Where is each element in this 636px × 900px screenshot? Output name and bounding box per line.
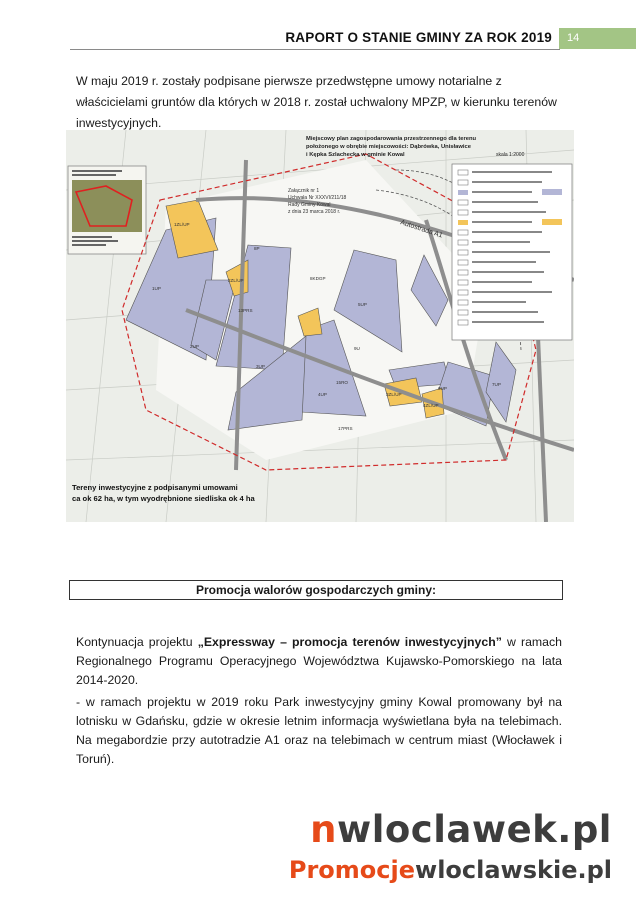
zone-label: 17PRS: [338, 426, 353, 431]
zone-label: 6UP: [438, 386, 447, 391]
zone-label: 4ZL/UP: [423, 403, 439, 408]
zone-label: 8KDGP: [310, 276, 326, 281]
zone-label: 3ZL/UP: [386, 392, 402, 397]
zone-label: 8P: [254, 246, 260, 251]
promo-details-paragraph: - w ramach projektu w 2019 roku Park inwestycyjny gminy Kowal promowany był na lotnisku w Gdańsku, gdzie w okresie letnim informacja wyświetlana była na telebimach. Na megabordzie przy autotradzie A1 oraz na telebimach w centrum miast (Włocławek i Toruń).: [76, 695, 562, 766]
map-title-line2: położonego w obrębie miejscowości: Dąbrówka, Unisławice: [306, 144, 471, 150]
map-annex: Załącznik nr 1: [288, 188, 320, 194]
map-council: Rady Gminy Kowal: [288, 202, 331, 208]
promo-paragraph: [76, 633, 562, 690]
map-resolution: Uchwała Nr XXXVI/211/18: [288, 195, 347, 201]
page-number-badge: 14: [559, 28, 636, 49]
map-title-line1: Miejscowy plan zagospodarowania przestrzennego dla terenu: [306, 136, 477, 142]
map-caption-line2: ca ok 62 ha, w tym wyodrębnione siedliska ok 4 ha: [72, 494, 255, 503]
zone-label: 13PRS: [238, 308, 253, 313]
map-resolution-date: z dnia 23 marca 2018 r.: [288, 209, 341, 215]
watermark-text: wloclawek.pl: [337, 808, 612, 851]
intro-paragraph: W maju 2019 r. zostały podpisane pierwsze przedwstępne umowy notarialne z właścicielami gruntów dla których w 2018 r. został uchwalony MPZP, w kierunku terenów inwestycyjnych.: [76, 74, 557, 130]
watermark-line2: [289, 856, 612, 884]
zone-label: 2UP: [190, 344, 199, 349]
header-divider: [70, 49, 560, 50]
project-name: „Expressway – promocja terenów inwestycyjnych”: [197, 635, 502, 649]
zone-label: 1UP: [152, 286, 161, 291]
zone-label: 1ZL/UP: [174, 222, 190, 227]
zone-label: 4UP: [318, 392, 327, 397]
zone-label: 5UP: [358, 302, 367, 307]
map-caption-line1: Tereny inwestycyjne z podpisanymi umowami: [72, 483, 238, 492]
zone-label: 3UP: [256, 364, 265, 369]
map-scale: skala 1:2000: [496, 152, 525, 158]
zone-label: 7UP: [492, 382, 501, 387]
promo-prefix: Kontynuacja projektu: [76, 635, 198, 649]
watermark-line1: [310, 808, 612, 851]
zone-label: 9U: [354, 346, 360, 351]
zoning-map-graphic: [66, 130, 574, 522]
zone-label: 2ZL/UP: [228, 278, 244, 283]
watermark-text: wloclawskie.pl: [415, 856, 612, 884]
section-heading: Promocja walorów gospodarczych gminy:: [69, 580, 563, 600]
page-header: [0, 28, 636, 50]
watermark-accent: n: [310, 808, 338, 851]
report-title: RAPORT O STANIE GMINY ZA ROK 2019: [285, 30, 552, 45]
zoning-map: [66, 130, 574, 522]
zone-label: 15RO: [336, 380, 349, 385]
watermark-accent: Promocje: [288, 856, 416, 884]
map-road-label: Autostrada A1: [399, 219, 444, 240]
map-title-line3: i Kępka Szlachecka w gminie Kowal: [306, 152, 405, 158]
promo-suffix: w ramach Regionalnego Programu Operacyjnego Województwa Kujawsko-Pomorskiego na lata 2014-2020.: [76, 635, 563, 687]
